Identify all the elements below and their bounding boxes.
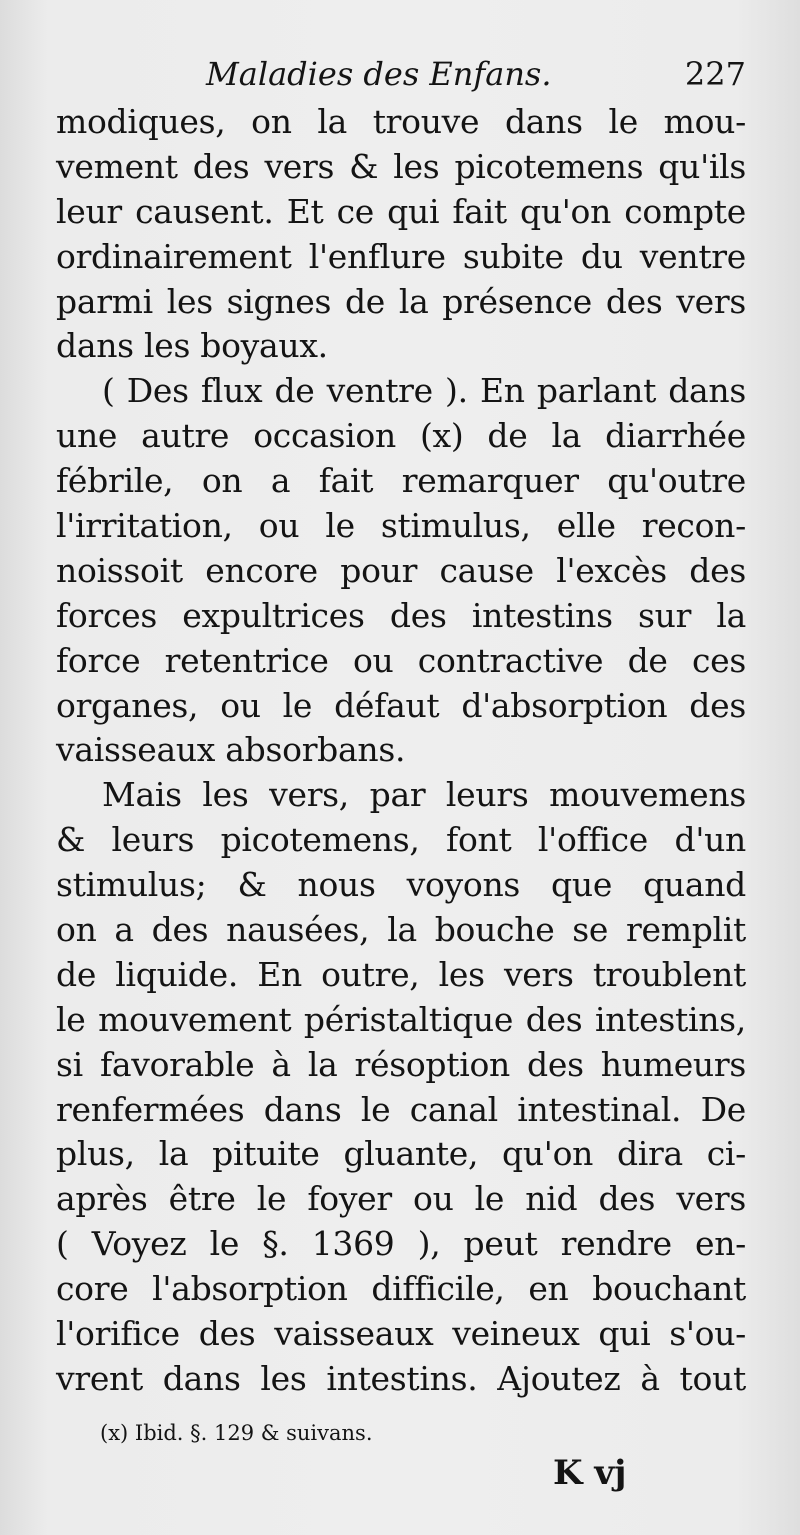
text-line: ( Des flux de ventre ). En parlant dans <box>102 371 746 411</box>
text-line: après être le foyer ou le nid des vers <box>56 1179 746 1219</box>
text-line: modiques, on la trouve dans le mou- <box>56 102 746 141</box>
footnote: (x) Ibid. §. 129 & suivans. <box>100 1421 373 1445</box>
text-line: stimulus; & nous voyons que quand <box>56 865 746 905</box>
signature-mark: K vj <box>553 1453 627 1493</box>
text-line: vrent dans les intestins. Ajoutez à tout <box>56 1358 746 1398</box>
text-line: leur causent. Et ce qui fait qu'on compte <box>56 191 746 231</box>
text-line: si favorable à la résoption des humeurs <box>56 1044 746 1084</box>
text-line: force retentrice ou contractive de ces <box>56 640 746 680</box>
page-header <box>56 50 746 98</box>
text-line: une autre occasion (x) de la diarrhée <box>56 416 746 456</box>
text-line: le mouvement péristaltique des intestins, <box>56 999 746 1039</box>
text-line: dans les boyaux. <box>56 326 328 366</box>
running-title: Maladies des Enfans. <box>206 55 552 93</box>
text-line: parmi les signes de la présence des vers <box>56 281 746 321</box>
text-line: de liquide. En outre, les vers troublent <box>56 954 746 994</box>
text-line: on a des nausées, la bouche se remplit <box>56 910 746 950</box>
text-line: noissoit encore pour cause l'excès des <box>56 550 746 590</box>
text-line: fébrile, on a fait remarquer qu'outre <box>56 461 746 501</box>
text-line: vement des vers & les picotemens qu'ils <box>56 146 746 186</box>
text-line: renfermées dans le canal intestinal. De <box>56 1089 746 1129</box>
text-line: ( Voyez le §. 1369 ), peut rendre en- <box>56 1224 746 1264</box>
text-line: & leurs picotemens, font l'office d'un <box>56 820 746 860</box>
text-line: l'orifice des vaisseaux veineux qui s'ou- <box>56 1314 746 1354</box>
text-line: plus, la pituite gluante, qu'on dira ci- <box>56 1134 746 1174</box>
text-line: l'irritation, ou le stimulus, elle recon- <box>56 506 746 546</box>
text-line: Mais les vers, par leurs mouvemens <box>102 775 746 815</box>
text-line: vaisseaux absorbans. <box>56 730 406 770</box>
page-number: 227 <box>684 55 746 93</box>
text-line: ordinairement l'enflure subite du ventre <box>56 236 746 276</box>
text-line: forces expultrices des intestins sur la <box>56 595 746 635</box>
text-line: core l'absorption difficile, en bouchant <box>56 1269 746 1309</box>
body-text <box>56 100 746 1402</box>
text-line: organes, ou le défaut d'absorption des <box>56 685 746 725</box>
